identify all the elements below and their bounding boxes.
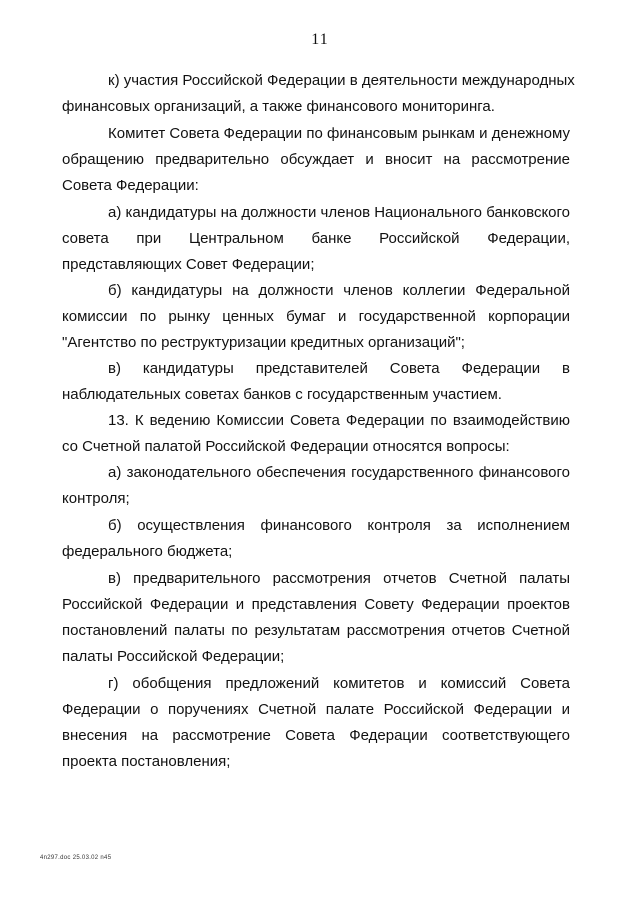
document-footer-code: 4n297.doc 25.03.02 n45	[40, 855, 112, 861]
text-line: со Счетной палатой Российской Федерации относятся вопросы:	[62, 438, 510, 455]
paragraph-section-13	[62, 408, 570, 460]
text-line: б) осуществления финансового контроля за исполнением	[108, 517, 570, 534]
paragraph-committee-financial-markets	[62, 121, 570, 199]
text-line: внесения на рассмотрение Совета Федерации соответствующего	[62, 727, 570, 744]
text-line: 13. К ведению Комиссии Совета Федерации по взаимодействию	[108, 412, 570, 429]
text-line: постановлений палаты по результатам рассмотрения отчетов Счетной	[62, 622, 570, 639]
text-line: Совета Федерации:	[62, 177, 199, 194]
text-line: к) участия Российской Федерации в деятельности международных	[108, 72, 575, 89]
text-line: в) кандидатуры представителей Совета Федерации в	[108, 360, 570, 377]
text-line: г) обобщения предложений комитетов и комиссий Совета	[108, 675, 570, 692]
text-line: в) предварительного рассмотрения отчетов Счетной палаты	[108, 570, 570, 587]
text-line: проекта постановления;	[62, 753, 231, 770]
text-line: а) законодательного обеспечения государственного финансового	[108, 464, 570, 481]
text-line: наблюдательных советах банков с государственным участием.	[62, 386, 502, 403]
paragraph-item-v-reports	[62, 566, 570, 670]
text-line: комиссии по рынку ценных бумаг и государственной корпорации	[62, 308, 570, 325]
paragraph-item-b-control	[62, 513, 570, 565]
paragraph-item-b-candidates	[62, 278, 570, 356]
text-line: контроля;	[62, 490, 130, 507]
paragraph-item-a-candidates	[62, 200, 570, 278]
page-number: 11	[311, 31, 329, 48]
text-line: б) кандидатуры на должности членов коллегии Федеральной	[108, 282, 570, 299]
paragraph-item-k	[62, 68, 575, 120]
text-line: Комитет Совета Федерации по финансовым рынкам и денежному	[108, 125, 570, 142]
text-line: палаты Российской Федерации;	[62, 648, 285, 665]
text-line: "Агентство по реструктуризации кредитных организаций";	[62, 334, 465, 351]
text-line: совета при Центральном банке Российской Федерации,	[62, 230, 570, 247]
text-line: Российской Федерации и представления Совету Федерации проектов	[62, 596, 570, 613]
text-line: федерального бюджета;	[62, 543, 233, 560]
text-line: а) кандидатуры на должности членов Национального банковского	[108, 204, 570, 221]
text-line: представляющих Совет Федерации;	[62, 256, 315, 273]
text-line: Федерации о поручениях Счетной палате Российской Федерации и	[62, 701, 570, 718]
text-line: обращению предварительно обсуждает и вносит на рассмотрение	[62, 151, 570, 168]
text-line: финансовых организаций, а также финансового мониторинга.	[62, 98, 495, 115]
paragraph-item-a-legislation	[62, 460, 570, 512]
paragraph-item-v-candidates	[62, 356, 570, 408]
paragraph-item-g-proposals	[62, 671, 570, 775]
